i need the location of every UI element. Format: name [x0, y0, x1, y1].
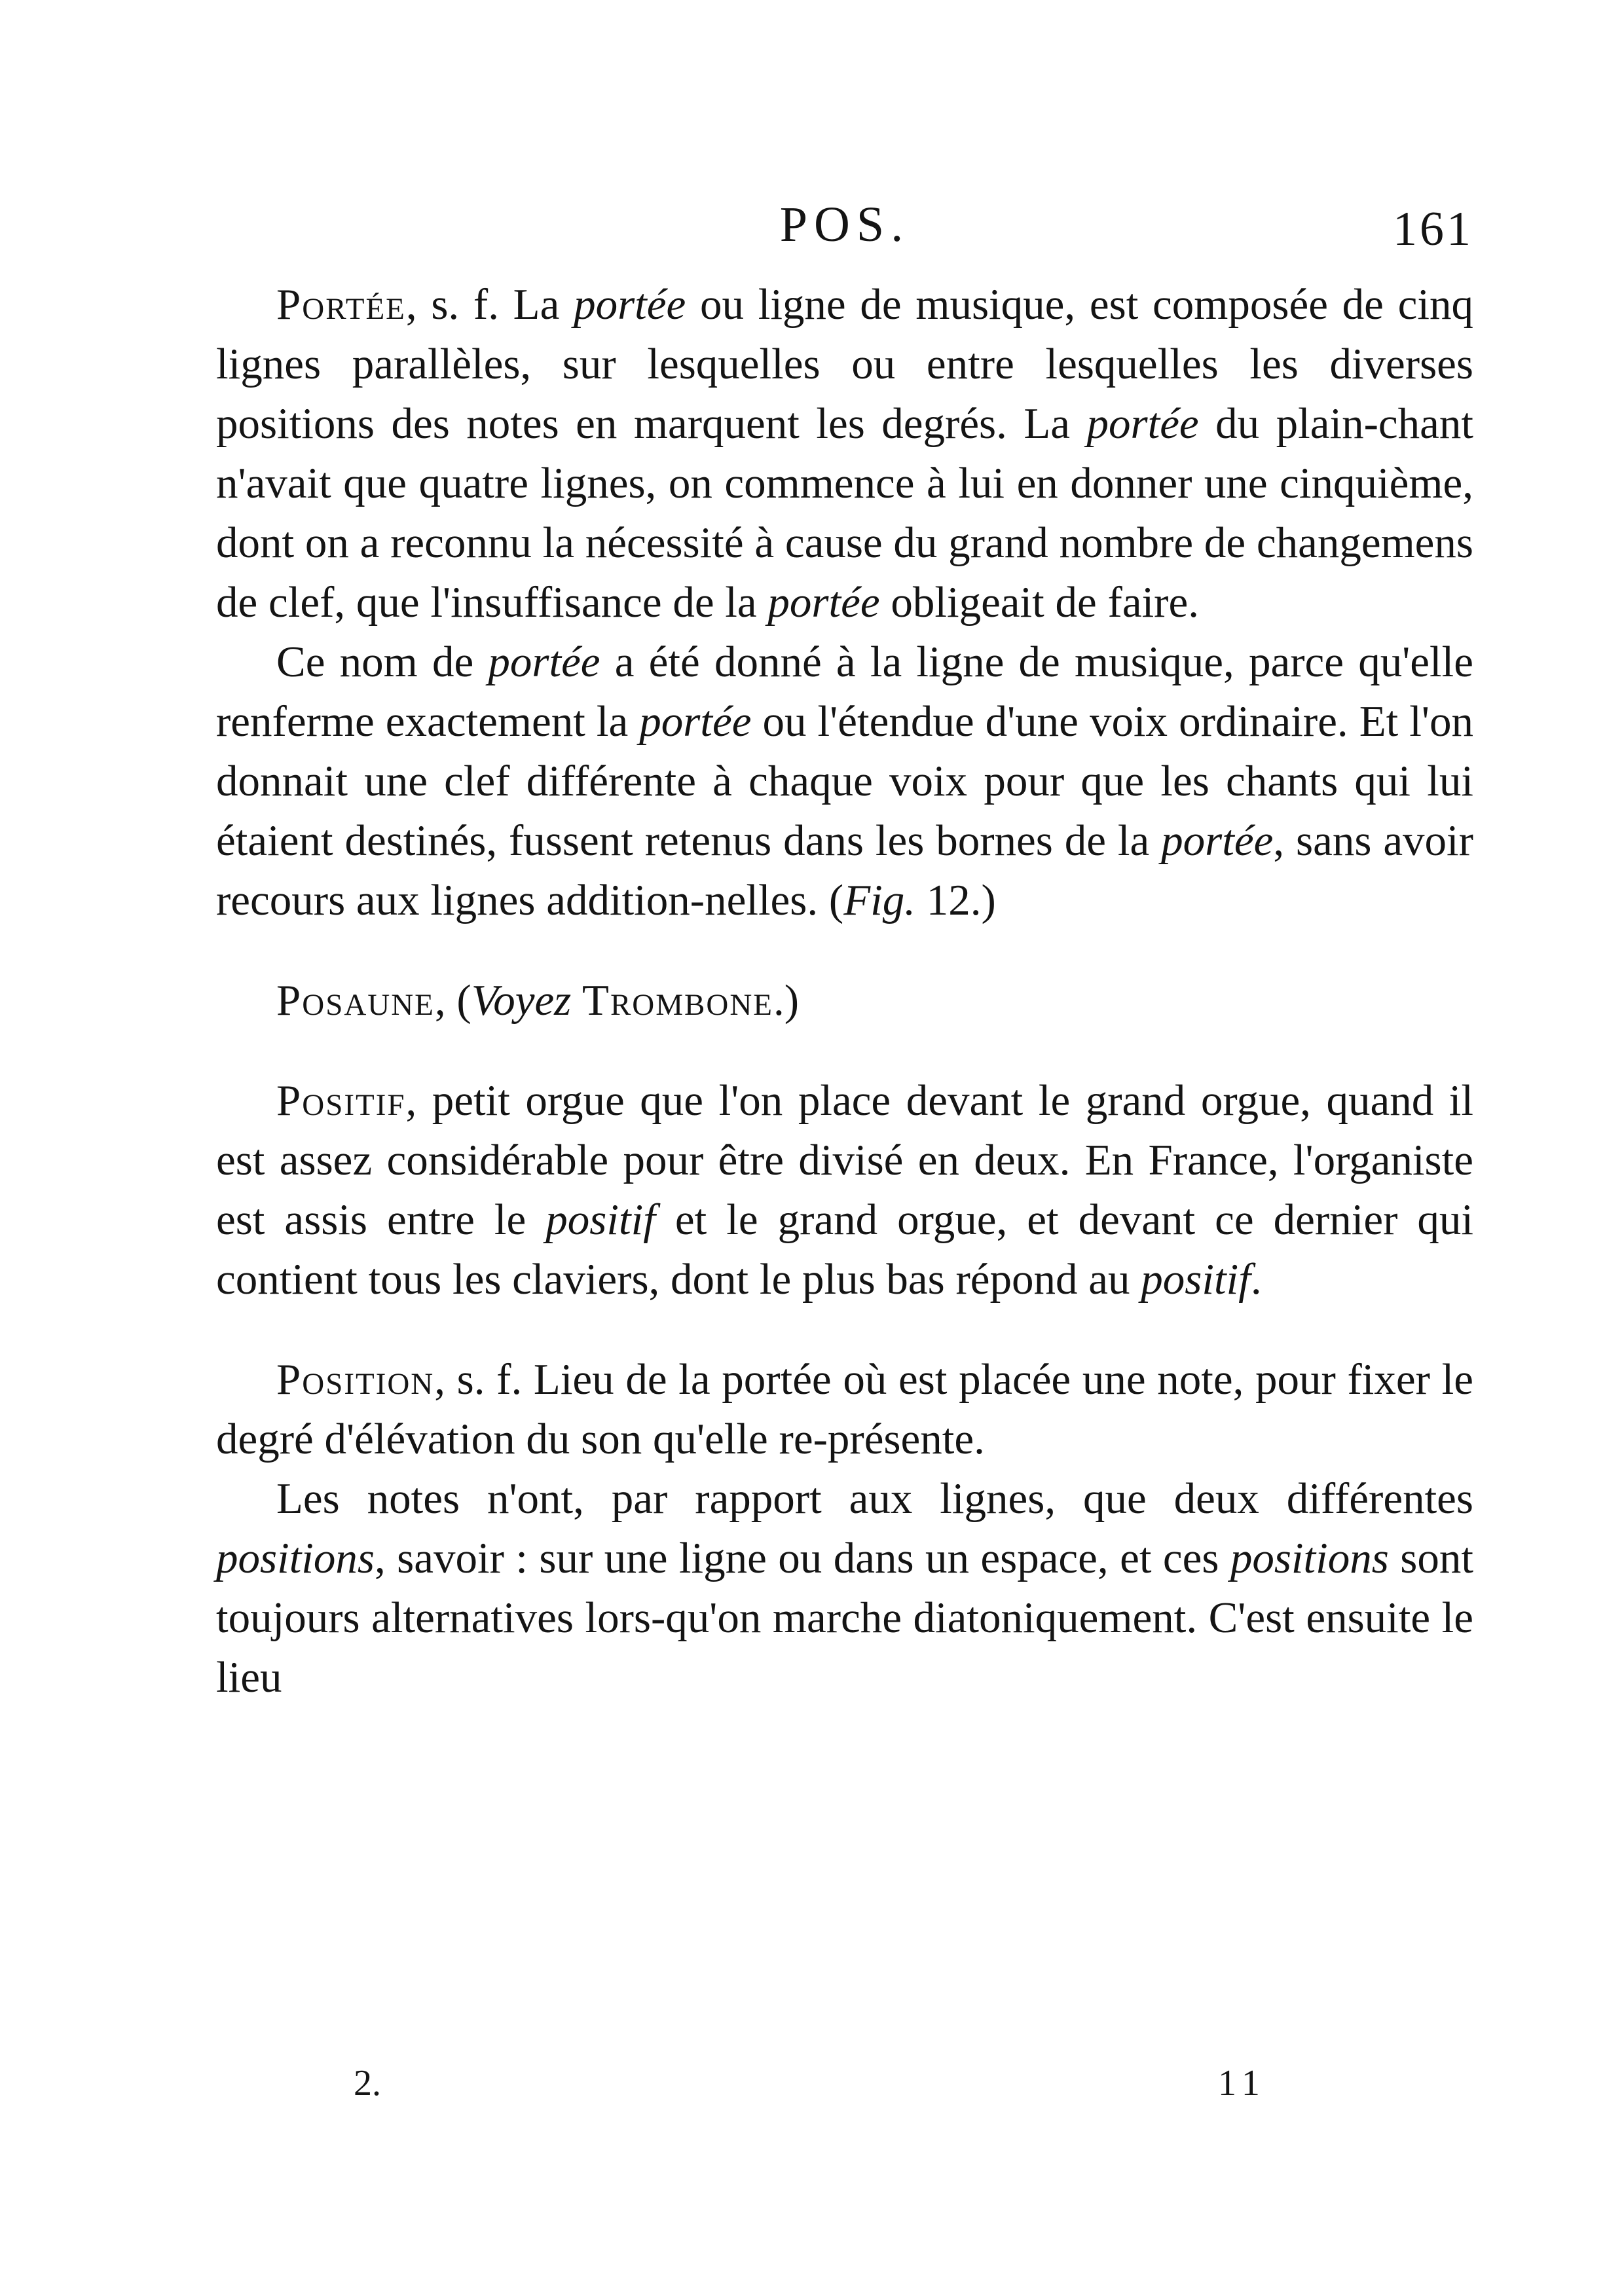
- italic-term: positions: [1230, 1534, 1389, 1582]
- text-run: .: [1250, 1255, 1262, 1303]
- body-text: [216, 275, 1473, 1707]
- italic-term: positif: [1141, 1255, 1251, 1303]
- headword: Portée: [276, 280, 406, 329]
- running-head: [216, 196, 1473, 268]
- entry-portee-name-origin: [216, 632, 1473, 930]
- italic-term: portée: [639, 697, 752, 746]
- italic-term: positions: [216, 1534, 375, 1582]
- entry-position-definition: [216, 1350, 1473, 1469]
- text-run: ou l'étendue d'une voix ordinaire. Et l'on donnait une clef différente à chaque voix pour que les chants qui lui étaient destinés, fussent retenus dans les bornes de la: [216, 697, 1473, 865]
- entry-positif: [216, 1071, 1473, 1309]
- text-run: obligeait de faire.: [879, 578, 1199, 627]
- text-run: , petit orgue que l'on place devant le grand orgue, quand il est assez considérable pour être divisé en deux. En France, l'organiste est assis entre le: [216, 1076, 1473, 1244]
- entry-position-notes: [216, 1469, 1473, 1707]
- italic-term: portée: [574, 280, 686, 329]
- headword: Positif: [276, 1076, 406, 1125]
- text-run: a été donné à la ligne de musique, parce qu'elle renferme exactement la: [216, 638, 1473, 746]
- italic-term: positif: [545, 1195, 655, 1244]
- text-run: et le grand orgue, et devant ce dernier qui contient tous les claviers, dont le plus bas répond au: [216, 1195, 1473, 1303]
- text-run: , savoir : sur une ligne ou dans un espace, et ces: [375, 1534, 1230, 1582]
- text-run: , s. f. Lieu de la portée où est placée une note, pour fixer le degré d'élévation du son qu'elle re-présente.: [216, 1355, 1473, 1463]
- italic-term: Voyez: [471, 976, 572, 1025]
- page-number: 161: [1393, 202, 1473, 256]
- text-run: sont toujours alternatives lors-qu'on marche diatoniquement. C'est ensuite le lieu: [216, 1534, 1473, 1702]
- text-run: , (: [434, 976, 471, 1025]
- signature-mark: 2.: [354, 2063, 381, 2104]
- entry-posaune: [216, 971, 1473, 1030]
- text-run: , sans avoir recours aux lignes addition-nelles. (: [216, 816, 1473, 924]
- page-footer: [216, 2062, 1473, 2115]
- italic-term: portée: [1161, 816, 1274, 865]
- italic-term: portée: [767, 578, 880, 627]
- headword: Position: [276, 1355, 435, 1404]
- running-title: POS.: [779, 197, 910, 252]
- entry-portee-definition: [216, 275, 1473, 632]
- text-run: Les notes n'ont, par rapport aux lignes, que deux différentes: [276, 1474, 1473, 1523]
- text-run: , s. f. La: [405, 280, 574, 329]
- text-run: Ce nom de: [276, 638, 489, 686]
- text-run: .): [773, 976, 800, 1025]
- italic-term: portée: [1086, 399, 1199, 448]
- italic-term: portée: [488, 638, 600, 686]
- text-run: [571, 976, 582, 1025]
- text-run: du plain-chant n'avait que quatre lignes, on commence à lui en donner une cinquième, dont on a reconnu la nécessité à cause du grand nombre de changemens de clef, que l'insuffisance de la: [216, 399, 1473, 627]
- headword: Trombone: [582, 976, 773, 1025]
- text-run: 12.): [915, 876, 996, 924]
- italic-term: Fig.: [843, 876, 915, 924]
- headword: Posaune: [276, 976, 435, 1025]
- sheet-number: 11: [1218, 2063, 1266, 2104]
- text-run: ou ligne de musique, est composée de cinq lignes parallèles, sur lesquelles ou entre lesquelles les diverses positions des notes en marquent les degrés. La: [216, 280, 1473, 448]
